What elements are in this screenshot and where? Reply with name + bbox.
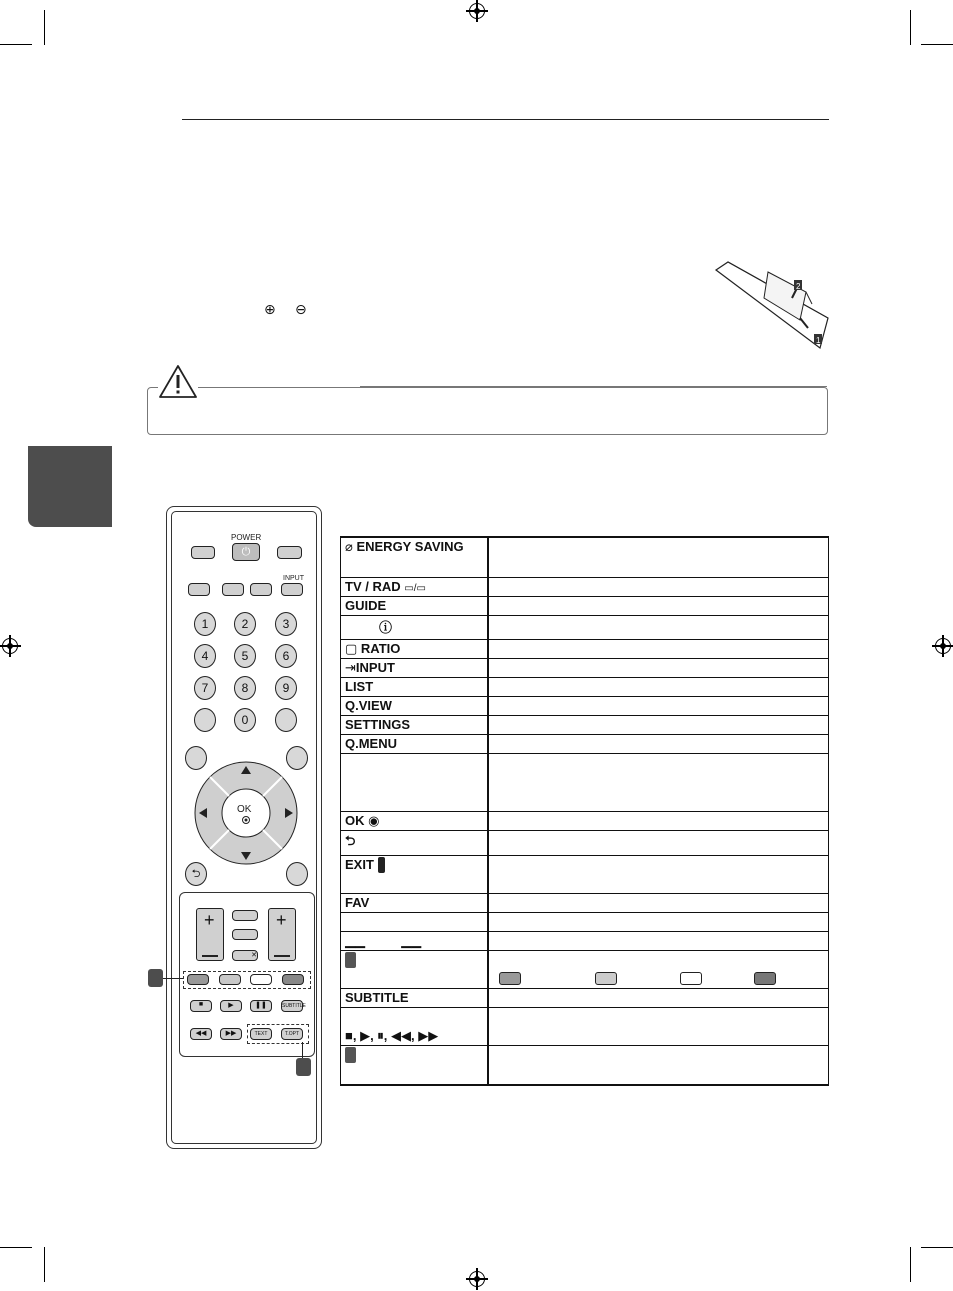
number-button-4[interactable]: 4: [194, 644, 216, 668]
table-row-key: Q.MENU: [341, 734, 489, 753]
number-button-7[interactable]: 7: [194, 676, 216, 700]
table-row-desc: [488, 811, 829, 830]
table-row-key: ⌀ ENERGY SAVING: [341, 537, 489, 577]
step-2-label: 2: [796, 282, 801, 291]
table-row-key: ⇥INPUT: [341, 658, 489, 677]
table-row-key: GUIDE: [341, 596, 489, 615]
battery-cover-illustration: [708, 258, 833, 358]
table-row-key: [341, 912, 489, 931]
table-row-key: [341, 1007, 489, 1045]
table-row-key: [341, 1045, 489, 1085]
table-row-desc: [488, 734, 829, 753]
table-row-key: [341, 931, 489, 950]
exit-square-icon: [378, 857, 385, 873]
subtitle-button[interactable]: SUBTITLE: [281, 1000, 303, 1012]
program-rocker[interactable]: +: [268, 908, 296, 961]
stop-button[interactable]: ■: [190, 1000, 212, 1012]
header-rule: [182, 119, 829, 120]
red-button[interactable]: [187, 974, 209, 985]
plus-polarity-icon: ⊕: [264, 301, 276, 317]
blue-button[interactable]: [282, 974, 304, 985]
table-row-desc: [488, 696, 829, 715]
input-button[interactable]: [281, 583, 303, 596]
list-button[interactable]: [194, 708, 216, 732]
info-icon: ⓘ: [379, 619, 393, 635]
table-row-key: LIST: [341, 677, 489, 696]
table-row-desc: [488, 615, 829, 639]
eco-icon: ⌀: [345, 539, 353, 554]
table-row-desc: [488, 715, 829, 734]
play-button[interactable]: ▶: [220, 1000, 242, 1012]
ratio-mode-button[interactable]: [232, 929, 258, 940]
text-button[interactable]: TEXT: [250, 1028, 272, 1040]
table-row-desc: [488, 1007, 829, 1045]
navigation-pad[interactable]: [193, 760, 299, 866]
number-button-3[interactable]: 3: [275, 612, 297, 636]
table-row-key: [341, 753, 489, 811]
crop-mark: [44, 10, 45, 45]
table-row-key: SUBTITLE: [341, 988, 489, 1007]
warning-icon: [158, 364, 198, 400]
callout-marker: [296, 1058, 311, 1076]
back-button[interactable]: ⮌: [185, 862, 207, 886]
registration-mark: [2, 638, 18, 654]
table-row-desc: [488, 537, 829, 577]
tv-radio-icon: ▭/▭: [404, 582, 426, 594]
power-button[interactable]: ⏻: [232, 543, 260, 561]
exit-button[interactable]: [286, 862, 308, 886]
green-button[interactable]: [219, 974, 241, 985]
crop-mark: [921, 44, 953, 45]
table-row-desc: [488, 677, 829, 696]
table-row-desc: [488, 596, 829, 615]
registration-mark: [469, 3, 485, 19]
volume-rocker[interactable]: +: [196, 908, 224, 961]
red-key-icon: [499, 972, 521, 985]
table-row-key: ▢ RATIO: [341, 639, 489, 658]
fast-forward-button[interactable]: ▶▶: [220, 1028, 242, 1040]
mute-button[interactable]: ✕: [232, 950, 258, 961]
table-row-key: FAV: [341, 893, 489, 912]
caution-divider: [360, 386, 827, 387]
callout-square-icon: [345, 952, 356, 968]
minus-polarity-icon: ⊖: [295, 301, 307, 317]
yellow-button[interactable]: [250, 974, 272, 985]
crop-mark: [0, 1247, 32, 1248]
qview-button[interactable]: [275, 708, 297, 732]
rewind-button[interactable]: ◀◀: [190, 1028, 212, 1040]
ratio-icon: ▢: [345, 640, 358, 656]
step-1-label: 1: [816, 336, 821, 345]
table-row-key: [341, 830, 489, 855]
ok-label: OK: [237, 804, 252, 815]
crop-mark: [910, 1247, 911, 1282]
number-button-9[interactable]: 9: [275, 676, 297, 700]
crop-mark: [910, 10, 911, 45]
yellow-key-icon: [680, 972, 702, 985]
pause-button[interactable]: ❚❚: [250, 1000, 272, 1012]
table-row-desc: [488, 855, 829, 893]
energy-saving-button[interactable]: [191, 546, 215, 559]
callout-leader: [163, 978, 183, 979]
crop-mark: [921, 1247, 953, 1248]
table-row-key: OK ◉: [341, 811, 489, 830]
topt-button[interactable]: T.OPT: [281, 1028, 303, 1040]
number-button-2[interactable]: 2: [234, 612, 256, 636]
chapter-tab: [28, 446, 112, 527]
number-button-5[interactable]: 5: [234, 644, 256, 668]
registration-mark: [935, 638, 951, 654]
caution-box: [147, 387, 828, 435]
power-label: POWER: [231, 533, 262, 542]
table-row-desc: [488, 931, 829, 950]
green-key-icon: [595, 972, 617, 985]
table-row-key: SETTINGS: [341, 715, 489, 734]
table-row-desc: [488, 753, 829, 811]
playback-icons: ■, ▶, ⏸, ◀◀, ▶▶: [345, 1027, 439, 1043]
table-row-desc: [488, 577, 829, 596]
table-row-key: [341, 950, 489, 988]
number-button-1[interactable]: 1: [194, 612, 216, 636]
blue-key-icon: [754, 972, 776, 985]
table-row-desc: [488, 912, 829, 931]
callout-marker: [148, 969, 163, 987]
callout-square-icon: [345, 1047, 356, 1063]
guide-button[interactable]: [188, 583, 210, 596]
crop-mark: [44, 1247, 45, 1282]
input-icon: ⇥: [345, 659, 356, 675]
page-arrows-icon: ▁▁ ▁▁: [345, 932, 422, 948]
number-button-8[interactable]: 8: [234, 676, 256, 700]
table-row-desc: [488, 893, 829, 912]
fav-button[interactable]: [232, 910, 258, 921]
table-row-desc: [488, 658, 829, 677]
callout-leader: [302, 1042, 303, 1058]
registration-mark: [469, 1271, 485, 1287]
back-icon: ⮌: [345, 832, 356, 848]
crop-mark: [0, 44, 32, 45]
table-row-key: TV / RAD ▭/▭: [341, 577, 489, 596]
table-row-desc: [488, 830, 829, 855]
table-row-key: EXIT: [341, 855, 489, 893]
number-button-0[interactable]: 0: [234, 708, 256, 732]
tv-radio-button[interactable]: [277, 546, 302, 559]
table-row-desc: [488, 1045, 829, 1085]
key-function-table: [340, 536, 829, 1086]
table-row-key: [341, 615, 489, 639]
table-row-key: Q.VIEW: [341, 696, 489, 715]
ok-dot-icon: ◉: [368, 812, 380, 828]
number-button-6[interactable]: 6: [275, 644, 297, 668]
table-row-desc: [488, 988, 829, 1007]
info-button[interactable]: [222, 583, 244, 596]
table-row-desc: [488, 639, 829, 658]
ratio-button[interactable]: [250, 583, 272, 596]
input-label: INPUT: [283, 575, 304, 582]
table-row-desc: [488, 950, 829, 988]
